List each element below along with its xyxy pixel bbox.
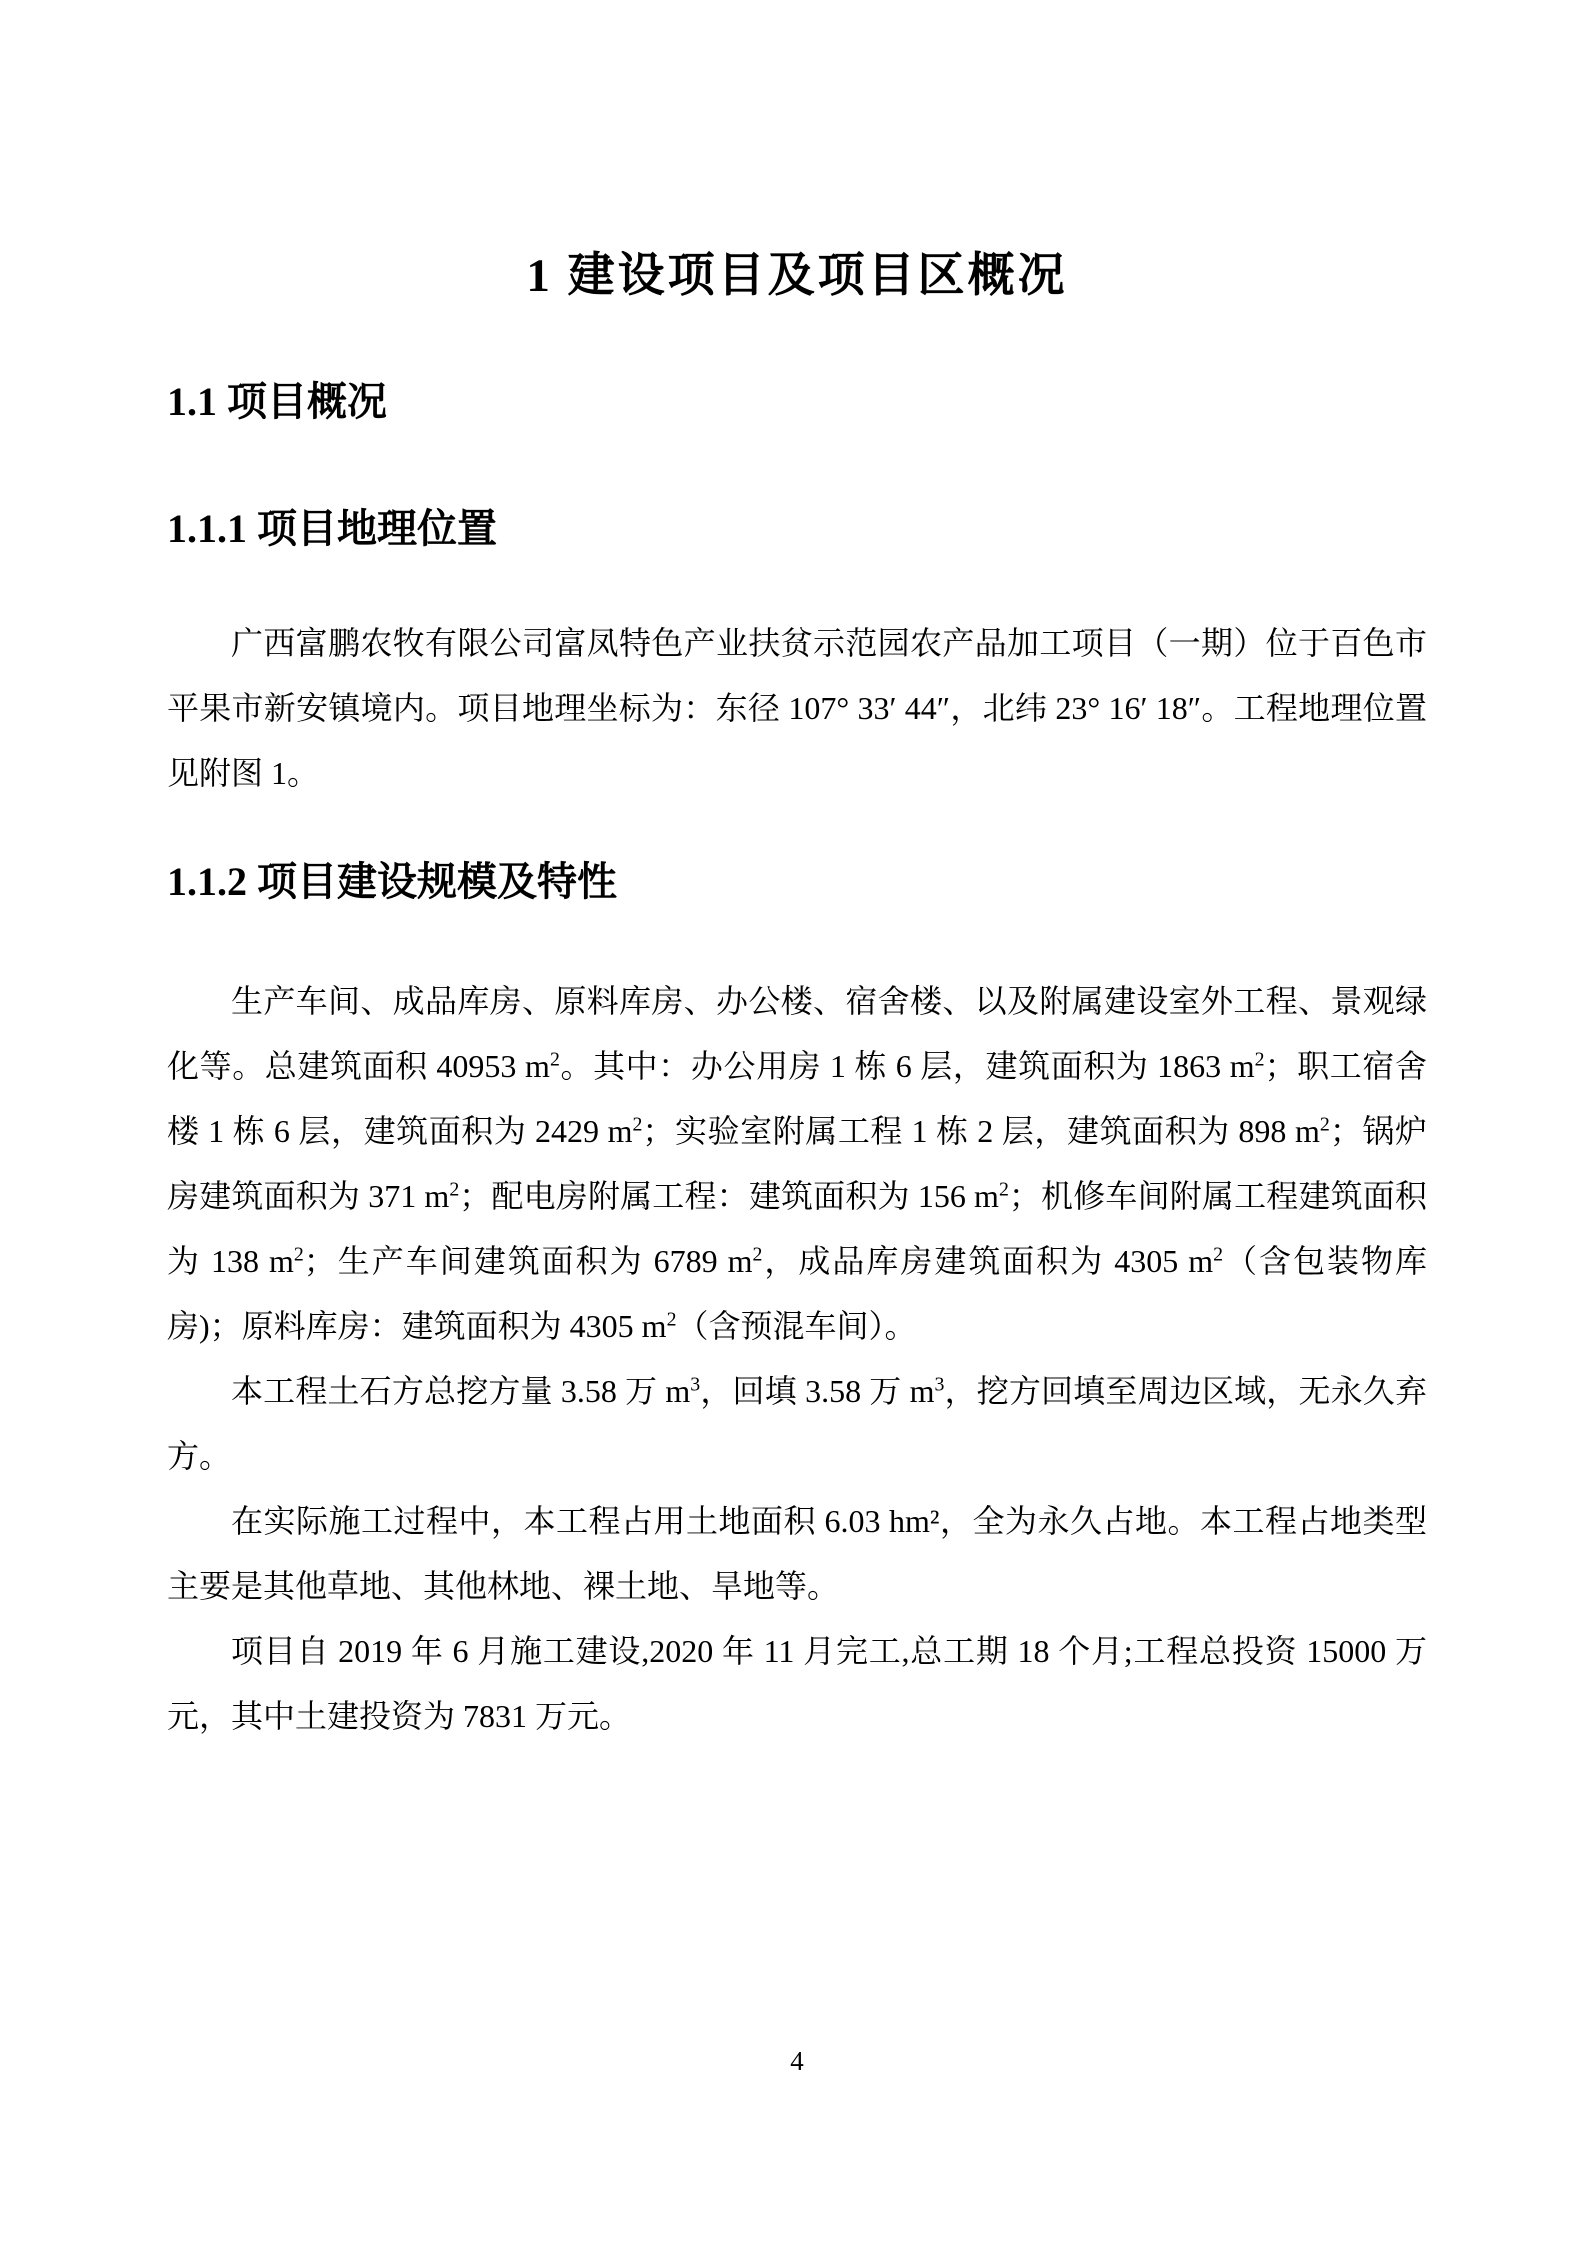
document-title: 1 建设项目及项目区概况 (526, 250, 1068, 302)
section-heading-1-1-2: 1.1.2 项目建设规模及特性 (167, 859, 617, 904)
page-number: 4 (790, 2046, 804, 2076)
paragraph-earthwork: 本工程土石方总挖方量 3.58 万 $m^3$，回填 3.58 万 $m^3$，挖方回填至周边区域，无永久弃方。 (167, 1373, 1427, 1474)
section-heading-1-1-1: 1.1.1 项目地理位置 (167, 506, 497, 551)
paragraph-land-occupation: 在实际施工过程中，本工程占用土地面积 6.03 hm²，全为永久占地。本工程占地类型主要是其他草地、其他林地、裸土地、旱地等。 (167, 1503, 1427, 1604)
section-heading-1-1: 1.1 项目概况 (167, 379, 387, 424)
paragraph-project-location: 广西富鹏农牧有限公司富凤特色产业扶贫示范园农产品加工项目（一期）位于百色市平果市新安镇境内。项目地理坐标为：东径 107° 33′ 44″，北纬 23° 16′ 18″。工程地理位置见附图 1。 (167, 625, 1427, 791)
paragraph-building-scale: 生产车间、成品库房、原料库房、办公楼、宿舍楼、以及附属建设室外工程、景观绿化等。总建筑面积 40953 $m^2$。其中：办公用房 1 栋 6 层，建筑面积为 1863 $m^2$；职工宿舍楼 1 栋 6 层，建筑面积为 2429 $m^2$；实验室附属工程 1 栋 2 层，建筑面积为 898 $m^2$；锅炉房建筑面积为 371 $m^2$；配电房附属工程：建筑面积为 156 $m^2$；机修车间附属工程建筑面积为 138 $m^2$；生产车间建筑面积为 6789 $m^2$，成品库房建筑面积为 4305 $m^2$（含包装物库房)；原料库房：建筑面积为 4305 $m^2$（含预混车间）。 (167, 983, 1427, 1344)
paragraph-schedule-investment: 项目自 2019 年 6 月施工建设,2020 年 11 月完工,总工期 18 个月;工程总投资 15000 万元，其中土建投资为 7831 万元。 (167, 1633, 1427, 1734)
